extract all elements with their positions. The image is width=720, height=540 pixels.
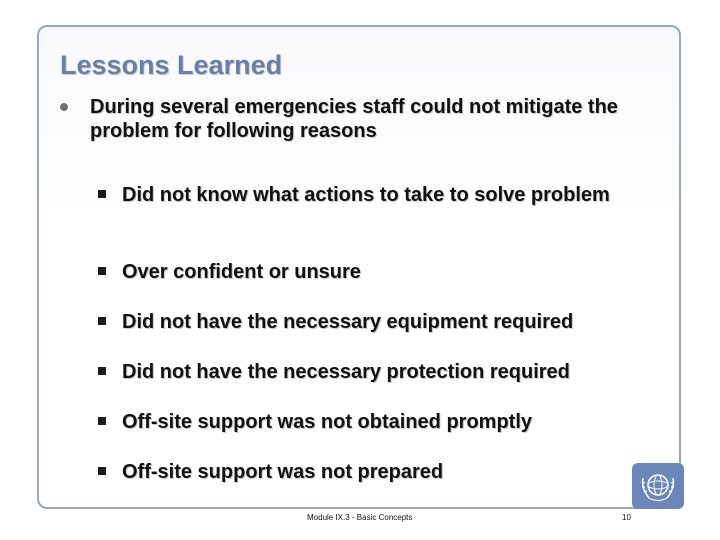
- square-bullet-icon: [98, 317, 106, 325]
- sub-bullet-text: Off-site support was not prepared: [122, 461, 444, 483]
- list-item: [98, 260, 678, 284]
- sub-bullet-text: Over confident or unsure: [122, 261, 361, 283]
- footer-module-label: Module IX.3 - Basic Concepts: [307, 513, 413, 522]
- main-bullet: [60, 95, 660, 143]
- sub-bullet-text: Did not have the necessary equipment required: [122, 311, 574, 333]
- page-number: 10: [622, 513, 631, 522]
- slide-title: Lessons Learned: [60, 50, 283, 80]
- list-item: [98, 183, 678, 207]
- list-item: [98, 360, 678, 384]
- sub-bullet-text: Off-site support was not obtained promptly: [122, 411, 532, 433]
- list-item: [98, 410, 678, 434]
- square-bullet-icon: [98, 467, 106, 475]
- sub-bullet-text: Did not know what actions to take to solve problem: [122, 184, 610, 206]
- sub-bullet-text: Did not have the necessary protection required: [122, 361, 570, 383]
- square-bullet-icon: [98, 417, 106, 425]
- square-bullet-icon: [98, 367, 106, 375]
- main-bullet-text: During several emergencies staff could not mitigate the problem for following reasons: [90, 96, 618, 142]
- list-item: [98, 460, 678, 484]
- square-bullet-icon: [98, 267, 106, 275]
- list-item: [98, 310, 678, 334]
- round-bullet-icon: [60, 103, 68, 111]
- iaea-emblem-icon: [632, 463, 684, 509]
- square-bullet-icon: [98, 190, 106, 198]
